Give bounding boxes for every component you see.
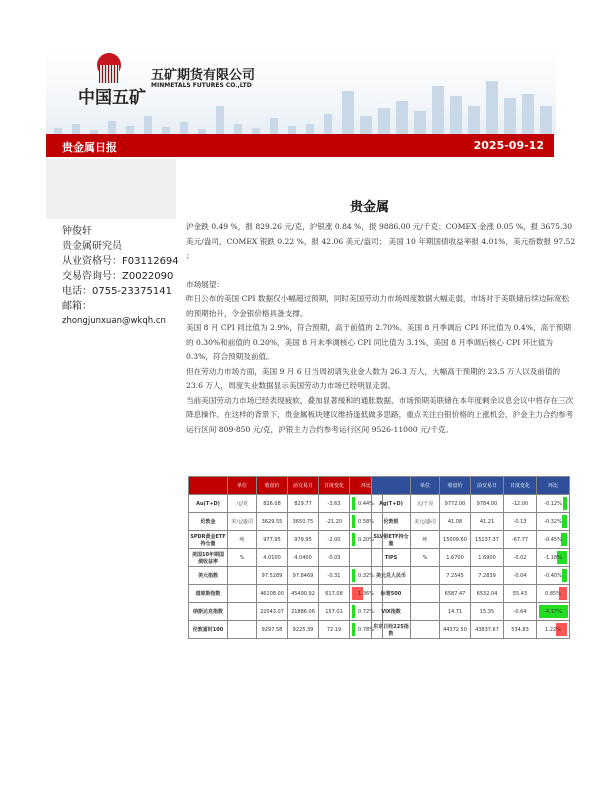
table-cell bbox=[411, 585, 440, 603]
table-row bbox=[189, 549, 383, 567]
change-pct: 0.58% bbox=[358, 518, 374, 525]
author-name: 钟俊轩 bbox=[62, 226, 92, 237]
change-pct: -1.18% bbox=[544, 554, 562, 561]
table-cell: 72.19 bbox=[319, 621, 350, 639]
table-cell: 3650.75 bbox=[288, 513, 319, 531]
skyline-building bbox=[414, 111, 426, 136]
table-cell: 14.71 bbox=[440, 603, 471, 621]
table-cell: 吨 bbox=[228, 531, 257, 549]
table-cell: 6587.47 bbox=[440, 585, 471, 603]
table-cell: 9772.00 bbox=[440, 495, 471, 513]
instrument-name: 美元兑人民币 bbox=[372, 567, 411, 585]
table-row bbox=[189, 585, 383, 603]
skyline-building bbox=[144, 116, 152, 136]
table-cell: 美元/盎司 bbox=[228, 513, 257, 531]
change-bar bbox=[352, 515, 355, 528]
table-cell: % bbox=[411, 549, 440, 567]
change-pct-cell bbox=[537, 603, 570, 621]
emblem-base-icon bbox=[99, 65, 119, 83]
paragraph: 美国 8 月 CPI 同比值为 2.9%，符合预期，高于前值的 2.70%。美国 8 月季调后 CPI 环比值为 0.4%，高于预期的 0.30%和前值的 0.20%，美国 8 月未季调核心 CPI 同比值为 3.1%，美国 8 月季调后核心 CPI 环比值为 0.3%，符合预期及前值。 bbox=[186, 323, 571, 361]
author-cert: 从业资格号：F03112694 bbox=[62, 256, 179, 267]
outlook-heading: 市场展望： bbox=[186, 279, 224, 289]
table-row bbox=[189, 513, 383, 531]
instrument-name: SPDR黄金ETF持仓量 bbox=[189, 531, 228, 549]
table-cell: 6532.04 bbox=[471, 585, 504, 603]
table-cell: -0.31 bbox=[319, 567, 350, 585]
table-cell: 97.8469 bbox=[288, 567, 319, 585]
change-pct: -0.40% bbox=[544, 572, 562, 579]
change-pct: -0.12% bbox=[544, 500, 562, 507]
change-bar bbox=[561, 533, 567, 546]
report-date: 2025-09-12 bbox=[473, 139, 544, 152]
table-cell: 1.6700 bbox=[440, 549, 471, 567]
author-title: 贵金属研究员 bbox=[62, 241, 122, 252]
table-cell: 15.35 bbox=[471, 603, 504, 621]
skyline-building bbox=[504, 98, 516, 136]
instrument-name: 伦敦银 bbox=[372, 513, 411, 531]
change-bar bbox=[562, 515, 567, 528]
table-row bbox=[372, 495, 570, 513]
gold-market-table bbox=[188, 476, 383, 639]
table-cell: 826.08 bbox=[257, 495, 288, 513]
skyline-building bbox=[216, 106, 224, 136]
change-bar bbox=[352, 533, 355, 546]
skyline-building bbox=[432, 86, 444, 136]
table-cell: 41.21 bbox=[471, 513, 504, 531]
table-cell bbox=[228, 603, 257, 621]
paragraph: 当前美国劳动力市场已经表现疲软，叠加显著缓和的通胀数据，市场预期美联储在本年度剩余议息会议中将存在三次降息操作。在这样的背景下，贵金属板块建议维持逢低做多思路，重点关注白银价格的上涨机会，沪金主力合约参考运行区间 809-850 元/克，沪银主力合约参考运行区间 9526-11000 元/千克。 bbox=[186, 395, 574, 434]
table-cell: 157.01 bbox=[319, 603, 350, 621]
table-cell: 55.43 bbox=[504, 585, 537, 603]
table-cell: 45490.92 bbox=[288, 585, 319, 603]
table-cell bbox=[228, 585, 257, 603]
table-row bbox=[189, 567, 383, 585]
table-header-row bbox=[189, 477, 383, 495]
author-consult: 交易咨询号：Z0022090 bbox=[62, 271, 174, 282]
change-pct-cell bbox=[537, 585, 570, 603]
table-row bbox=[189, 495, 383, 513]
table-cell: 41.08 bbox=[440, 513, 471, 531]
table-cell: 美元/盎司 bbox=[411, 513, 440, 531]
change-pct: -0.45% bbox=[544, 536, 562, 543]
table-cell: 22043.07 bbox=[257, 603, 288, 621]
paragraph: 昨日公布的美国 CPI 数据仅小幅超过预期，同时美国劳动力市场周度数据大幅走弱，市场对于美联储后续边际宽松的预期抬升，令金银价格具备支撑。 bbox=[186, 294, 570, 318]
instrument-name: 美国10年期国债收益率 bbox=[189, 549, 228, 567]
change-bar bbox=[352, 569, 355, 582]
instrument-name: Au(T+D) bbox=[189, 495, 228, 513]
table-row bbox=[372, 549, 570, 567]
instrument-name: Ag(T+D) bbox=[372, 495, 411, 513]
column-header: 日度变化 bbox=[504, 477, 537, 495]
change-pct-cell bbox=[537, 621, 570, 639]
change-pct-cell bbox=[537, 531, 570, 549]
company-name-cn: 五矿期货有限公司 bbox=[151, 68, 256, 83]
column-header: 单位 bbox=[228, 477, 257, 495]
table-cell: -0.04 bbox=[504, 567, 537, 585]
table-cell: 15009.60 bbox=[440, 531, 471, 549]
table-cell: 9784.00 bbox=[471, 495, 504, 513]
table-cell: 979.95 bbox=[288, 531, 319, 549]
change-pct: 0.72% bbox=[358, 608, 374, 615]
table-cell: 617.08 bbox=[319, 585, 350, 603]
column-header bbox=[372, 477, 411, 495]
change-pct-cell bbox=[537, 513, 570, 531]
author-email[interactable]: zhongjunxuan@wkqh.cn bbox=[62, 316, 166, 326]
instrument-name: 美元指数 bbox=[189, 567, 228, 585]
instrument-name: SLV银ETF持仓量 bbox=[372, 531, 411, 549]
table-cell: 7.2545 bbox=[440, 567, 471, 585]
table-row bbox=[189, 621, 383, 639]
column-header: 前交易日 bbox=[471, 477, 504, 495]
table-cell: 15137.37 bbox=[471, 531, 504, 549]
table-row bbox=[189, 531, 383, 549]
instrument-name: 纳斯达克指数 bbox=[189, 603, 228, 621]
table-cell: -12.00 bbox=[504, 495, 537, 513]
author-phone: 电话：0755-23375141 bbox=[62, 286, 172, 297]
table-cell: -0.64 bbox=[504, 603, 537, 621]
table-cell: -2.00 bbox=[319, 531, 350, 549]
article-body bbox=[186, 220, 576, 437]
column-header: 环比 bbox=[537, 477, 570, 495]
table-cell: % bbox=[228, 549, 257, 567]
change-bar bbox=[352, 623, 355, 636]
column-header: 收盘价 bbox=[440, 477, 471, 495]
change-pct: 0.44% bbox=[358, 500, 374, 507]
instrument-name: 道琼斯指数 bbox=[189, 585, 228, 603]
skyline-building bbox=[378, 108, 390, 136]
table-cell: -0.02 bbox=[504, 549, 537, 567]
column-header: 收盘价 bbox=[257, 477, 288, 495]
sidebar-panel bbox=[46, 159, 176, 219]
table-cell: -67.77 bbox=[504, 531, 537, 549]
table-row bbox=[372, 603, 570, 621]
change-pct-cell bbox=[537, 495, 570, 513]
table-cell: 4.0100 bbox=[257, 549, 288, 567]
column-header: 日度变化 bbox=[319, 477, 350, 495]
table-cell: -0.03 bbox=[319, 549, 350, 567]
change-pct: 1.22% bbox=[545, 626, 561, 633]
author-email-label: 邮箱： bbox=[62, 301, 92, 312]
column-header: 单位 bbox=[411, 477, 440, 495]
table-cell: 9297.58 bbox=[257, 621, 288, 639]
author-info bbox=[62, 224, 179, 329]
change-pct: 0.32% bbox=[358, 572, 374, 579]
table-cell: -21.20 bbox=[319, 513, 350, 531]
table-cell: 21886.06 bbox=[288, 603, 319, 621]
skyline-building bbox=[468, 106, 480, 136]
table-cell: 97.5289 bbox=[257, 567, 288, 585]
report-name: 贵金属日报 bbox=[62, 141, 117, 154]
skyline-building bbox=[450, 96, 462, 136]
table-cell: 3629.55 bbox=[257, 513, 288, 531]
table-header-row bbox=[372, 477, 570, 495]
table-row bbox=[372, 567, 570, 585]
table-cell bbox=[228, 621, 257, 639]
instrument-name: 伦敦富时100 bbox=[189, 621, 228, 639]
change-pct-cell bbox=[537, 549, 570, 567]
table-cell bbox=[228, 567, 257, 585]
silver-market-table bbox=[371, 476, 570, 639]
instrument-name: 标普500 bbox=[372, 585, 411, 603]
table-cell: 44372.50 bbox=[440, 621, 471, 639]
table-cell: 43837.67 bbox=[471, 621, 504, 639]
change-pct: 0.85% bbox=[545, 590, 561, 597]
table-row bbox=[189, 603, 383, 621]
table-cell: 4.0400 bbox=[288, 549, 319, 567]
change-pct: -0.32% bbox=[544, 518, 562, 525]
table-cell: 元/千克 bbox=[411, 495, 440, 513]
article-title: 贵金属 bbox=[350, 200, 390, 215]
company-name-en: MINMETALS FUTURES CO.,LTD bbox=[151, 82, 252, 89]
instrument-name: TIPS bbox=[372, 549, 411, 567]
skyline-building bbox=[540, 106, 552, 136]
change-pct-cell bbox=[537, 567, 570, 585]
table-cell: 534.83 bbox=[504, 621, 537, 639]
table-cell: 9225.39 bbox=[288, 621, 319, 639]
skyline-building bbox=[396, 101, 408, 136]
table-cell: 1.6900 bbox=[471, 549, 504, 567]
change-bar bbox=[352, 605, 355, 618]
instrument-name: 伦敦金 bbox=[189, 513, 228, 531]
skyline-building bbox=[342, 91, 354, 136]
column-header bbox=[189, 477, 228, 495]
table-cell: -0.13 bbox=[504, 513, 537, 531]
column-header: 环比 bbox=[350, 477, 383, 495]
paragraph: 但在劳动力市场方面，美国 9 月 6 日当周初请失业金人数为 26.3 万人，大幅高于预期的 23.5 万人以及前值的 23.6 万人，周度失业数据显示美国劳动力市场已经明显走弱。 bbox=[186, 366, 561, 390]
skyline-building bbox=[324, 114, 332, 136]
skyline-building bbox=[486, 81, 498, 136]
table-cell bbox=[411, 621, 440, 639]
table-cell: 829.77 bbox=[288, 495, 319, 513]
table-cell bbox=[411, 603, 440, 621]
table-cell: -3.63 bbox=[319, 495, 350, 513]
table-row bbox=[372, 585, 570, 603]
instrument-name: 东京日经225指数 bbox=[372, 621, 411, 639]
change-bar bbox=[352, 497, 355, 510]
table-row bbox=[372, 621, 570, 639]
table-row bbox=[372, 513, 570, 531]
change-pct: 0.20% bbox=[358, 536, 374, 543]
logo-text: 中国五矿 bbox=[78, 88, 146, 108]
change-pct: -4.17% bbox=[544, 608, 562, 615]
report-title-bar bbox=[46, 134, 554, 157]
table-cell: 46108.00 bbox=[257, 585, 288, 603]
table-cell: 吨 bbox=[411, 531, 440, 549]
skyline-building bbox=[522, 94, 534, 136]
change-pct: 0.78% bbox=[358, 626, 374, 633]
paragraph-prices: 沪金跌 0.49 %，报 829.26 元/克，沪银涨 0.84 %，报 9886.00 元/千克；COMEX 金涨 0.05 %，报 3675.30 美元/盎司，COMEX 银跌 0.22 %，报 42.06 美元/盎司； 美国 10 年期国债收益率报 4.01%，美元指数报 97.52 ； bbox=[186, 222, 576, 260]
change-bar bbox=[562, 569, 567, 582]
table-cell: 7.2839 bbox=[471, 567, 504, 585]
column-header: 前交易日 bbox=[288, 477, 319, 495]
skyline-building bbox=[360, 116, 372, 136]
table-row bbox=[372, 531, 570, 549]
change-pct: 1.36% bbox=[358, 590, 374, 597]
table-cell bbox=[411, 567, 440, 585]
table-cell: 元/克 bbox=[228, 495, 257, 513]
table-cell: 977.95 bbox=[257, 531, 288, 549]
instrument-name: VIX指数 bbox=[372, 603, 411, 621]
change-bar bbox=[563, 497, 567, 510]
